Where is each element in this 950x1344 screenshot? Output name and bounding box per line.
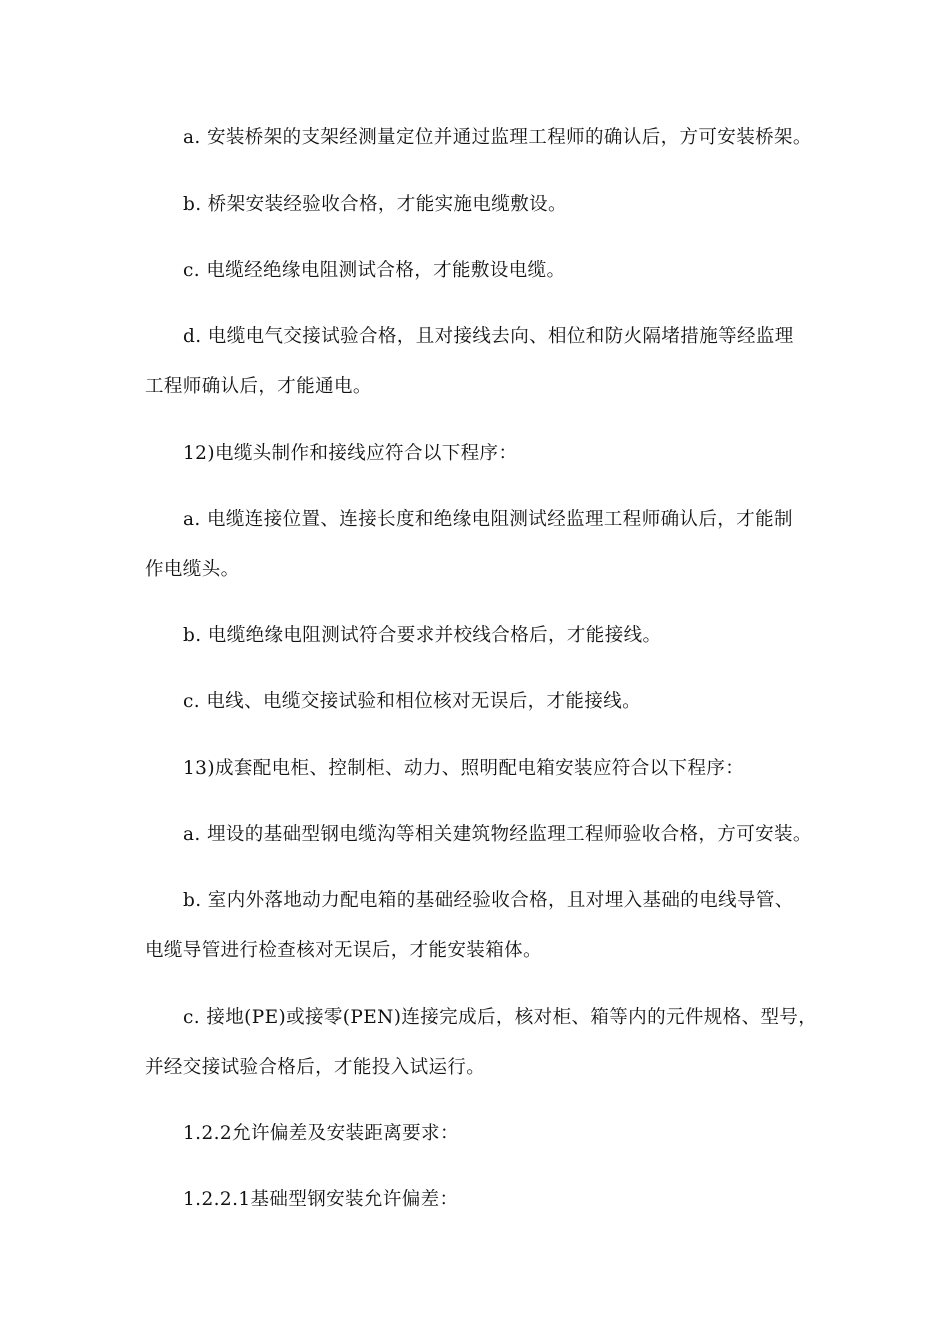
text-line: c. 电线、电缆交接试验和相位核对无误后，才能接线。 [183, 691, 642, 712]
text-line: a. 埋设的基础型钢电缆沟等相关建筑物经监理工程师验收合格，方可安装。 [183, 824, 812, 845]
text-line: a. 电缆连接位置、连接长度和绝缘电阻测试经监理工程师确认后，才能制 [183, 509, 793, 530]
text-line: 电缆导管进行检查核对无误后，才能安装箱体。 [145, 940, 542, 961]
text-line: 工程师确认后，才能通电。 [145, 376, 372, 397]
text-line: 并经交接试验合格后，才能投入试运行。 [145, 1057, 486, 1078]
text-line: c. 接地(PE)或接零(PEN)连接完成后，核对柜、箱等内的元件规格、型号， [183, 1007, 818, 1028]
text-line: d. 电缆电气交接试验合格，且对接线去向、相位和防火隔堵措施等经监理 [183, 326, 794, 347]
text-line: c. 电缆经绝缘电阻测试合格，才能敷设电缆。 [183, 260, 566, 281]
text-line: 作电缆头。 [145, 559, 240, 580]
section-heading: 1.2.2允许偏差及安装距离要求： [183, 1123, 459, 1144]
text-line: b. 桥架安装经验收合格，才能实施电缆敷设。 [183, 194, 567, 215]
text-line: b. 室内外落地动力配电箱的基础经验收合格，且对埋入基础的电线导管、 [183, 890, 794, 911]
section-heading: 12)电缆头制作和接线应符合以下程序： [183, 443, 518, 464]
text-line: b. 电缆绝缘电阻测试符合要求并校线合格后，才能接线。 [183, 625, 662, 646]
section-heading: 1.2.2.1基础型钢安装允许偏差： [183, 1189, 459, 1210]
section-heading: 13)成套配电柜、控制柜、动力、照明配电箱安装应符合以下程序： [183, 758, 745, 779]
text-line: a. 安装桥架的支架经测量定位并通过监理工程师的确认后，方可安装桥架。 [183, 127, 812, 148]
